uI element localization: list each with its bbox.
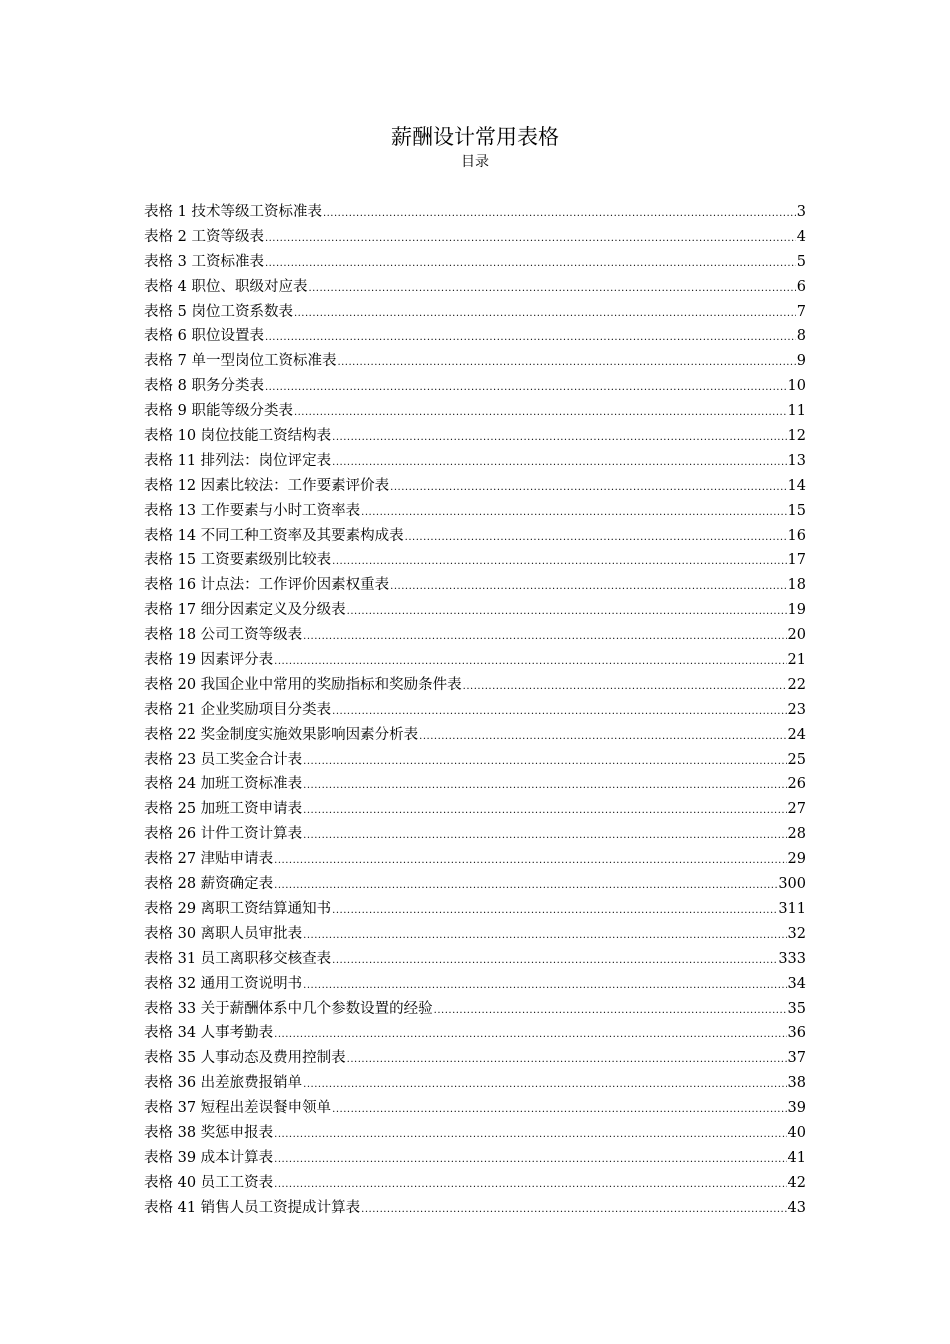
- toc-entry-label: 表格 40 员工工资表: [144, 1174, 274, 1191]
- toc-entry-label: 表格 20 我国企业中常用的奖励指标和奖励条件表: [144, 676, 462, 693]
- toc-entry-page-number: 39: [787, 1100, 806, 1117]
- toc-dot-leader: [463, 675, 787, 700]
- toc-entry[interactable]: [144, 648, 806, 673]
- toc-entry-label: 表格 9 职能等级分类表: [144, 403, 293, 420]
- toc-entry[interactable]: [144, 225, 806, 250]
- toc-entry[interactable]: [144, 499, 806, 524]
- toc-entry[interactable]: [144, 972, 806, 997]
- toc-entry-page-number: 37: [787, 1050, 806, 1067]
- toc-entry-label: 表格 37 短程出差误餐申领单: [144, 1100, 332, 1117]
- toc-entry-label: 表格 15 工资要素级别比较表: [144, 552, 332, 569]
- toc-dot-leader: [274, 1023, 786, 1048]
- toc-entry-label: 表格 24 加班工资标准表: [144, 776, 303, 793]
- toc-entry[interactable]: [144, 399, 806, 424]
- toc-entry[interactable]: [144, 250, 806, 275]
- toc-entry-label: 表格 3 工资标准表: [144, 253, 264, 270]
- toc-entry-label: 表格 39 成本计算表: [144, 1149, 274, 1166]
- toc-entry-label: 表格 23 员工奖金合计表: [144, 751, 303, 768]
- toc-entry-label: 表格 2 工资等级表: [144, 228, 264, 245]
- toc-dot-leader: [405, 526, 787, 551]
- toc-entry[interactable]: [144, 474, 806, 499]
- toc-entry-label: 表格 12 因素比较法：工作要素评价表: [144, 477, 390, 494]
- toc-entry[interactable]: [144, 947, 806, 972]
- toc-entry[interactable]: [144, 748, 806, 773]
- toc-entry-page-number: 25: [787, 751, 806, 768]
- toc-entry-label: 表格 34 人事考勤表: [144, 1025, 274, 1042]
- toc-entry[interactable]: [144, 623, 806, 648]
- toc-entry[interactable]: [144, 1096, 806, 1121]
- toc-entry-page-number: 5: [796, 253, 806, 270]
- toc-dot-leader: [337, 351, 795, 376]
- toc-entry-page-number: 12: [787, 428, 806, 445]
- toc-entry-label: 表格 18 公司工资等级表: [144, 627, 303, 644]
- toc-entry-page-number: 17: [787, 552, 806, 569]
- toc-entry-page-number: 35: [787, 1000, 806, 1017]
- toc-dot-leader: [294, 302, 796, 327]
- toc-entry-page-number: 32: [787, 925, 806, 942]
- toc-entry-page-number: 300: [778, 876, 806, 893]
- toc-entry-label: 表格 41 销售人员工资提成计算表: [144, 1199, 361, 1216]
- toc-entry[interactable]: [144, 324, 806, 349]
- document-title: 薪酬设计常用表格: [391, 125, 559, 149]
- toc-entry[interactable]: [144, 275, 806, 300]
- toc-dot-leader: [332, 550, 786, 575]
- toc-entry-label: 表格 4 职位、职级对应表: [144, 278, 308, 295]
- toc-dot-leader: [274, 874, 777, 899]
- toc-dot-leader: [323, 202, 796, 227]
- toc-entry-page-number: 8: [796, 328, 806, 345]
- toc-dot-leader: [274, 1173, 786, 1198]
- toc-dot-leader: [308, 277, 795, 302]
- toc-entry-label: 表格 21 企业奖励项目分类表: [144, 701, 332, 718]
- toc-entry-label: 表格 28 薪资确定表: [144, 876, 274, 893]
- toc-entry[interactable]: [144, 1046, 806, 1071]
- toc-entry-page-number: 9: [796, 353, 806, 370]
- toc-entry-label: 表格 27 津贴申请表: [144, 851, 274, 868]
- toc-entry-label: 表格 35 人事动态及费用控制表: [144, 1050, 346, 1067]
- toc-dot-leader: [361, 501, 786, 526]
- toc-entry-label: 表格 26 计件工资计算表: [144, 826, 303, 843]
- toc-entry-page-number: 24: [787, 726, 806, 743]
- toc-entry-page-number: 27: [787, 801, 806, 818]
- toc-entry-page-number: 14: [787, 477, 806, 494]
- toc-entry-label: 表格 19 因素评分表: [144, 652, 274, 669]
- toc-entry-label: 表格 30 离职人员审批表: [144, 925, 303, 942]
- toc-entry-page-number: 20: [787, 627, 806, 644]
- toc-entry[interactable]: [144, 548, 806, 573]
- toc-dot-leader: [274, 650, 786, 675]
- toc-entry[interactable]: [144, 424, 806, 449]
- toc-entry[interactable]: [144, 797, 806, 822]
- toc-entry[interactable]: [144, 1146, 806, 1171]
- toc-entry[interactable]: [144, 1121, 806, 1146]
- toc-entry[interactable]: [144, 922, 806, 947]
- toc-entry[interactable]: [144, 1196, 806, 1221]
- toc-dot-leader: [303, 799, 786, 824]
- toc-entry-page-number: 19: [787, 602, 806, 619]
- toc-entry-page-number: 6: [796, 278, 806, 295]
- toc-dot-leader: [303, 625, 786, 650]
- toc-entry-page-number: 11: [787, 403, 806, 420]
- toc-heading: 目录: [461, 154, 489, 170]
- toc-entry-label: 表格 33 关于薪酬体系中几个参数设置的经验: [144, 1000, 433, 1017]
- toc-entry[interactable]: [144, 772, 806, 797]
- toc-dot-leader: [303, 774, 786, 799]
- toc-dot-leader: [361, 1198, 786, 1223]
- toc-entry-page-number: 10: [787, 378, 806, 395]
- toc-dot-leader: [347, 1048, 787, 1073]
- toc-entry-page-number: 311: [778, 900, 806, 917]
- toc-entry-page-number: 34: [787, 975, 806, 992]
- toc-entry[interactable]: [144, 524, 806, 549]
- toc-entry-label: 表格 6 职位设置表: [144, 328, 264, 345]
- toc-entry-page-number: 41: [787, 1149, 806, 1166]
- toc-entry[interactable]: [144, 573, 806, 598]
- toc-entry-page-number: 23: [787, 701, 806, 718]
- toc-entry-page-number: 333: [778, 950, 806, 967]
- toc-dot-leader: [303, 974, 786, 999]
- toc-dot-leader: [390, 476, 786, 501]
- toc-entry-page-number: 18: [787, 577, 806, 594]
- toc-entry-page-number: 7: [796, 303, 806, 320]
- toc-entry[interactable]: [144, 723, 806, 748]
- toc-dot-leader: [274, 1123, 786, 1148]
- toc-entry[interactable]: [144, 698, 806, 723]
- toc-entry[interactable]: [144, 897, 806, 922]
- toc-entry-page-number: 29: [787, 851, 806, 868]
- toc-entry[interactable]: [144, 997, 806, 1022]
- toc-dot-leader: [274, 1148, 786, 1173]
- toc-entry[interactable]: [144, 872, 806, 897]
- toc-entry-page-number: 3: [796, 204, 806, 220]
- toc-entry-page-number: 15: [787, 502, 806, 519]
- toc-entry[interactable]: [144, 598, 806, 623]
- toc-dot-leader: [265, 326, 796, 351]
- toc-entry-label: 表格 13 工作要素与小时工资率表: [144, 502, 361, 519]
- toc-dot-leader: [265, 376, 787, 401]
- toc-dot-leader: [274, 849, 786, 874]
- toc-entry[interactable]: [144, 847, 806, 872]
- toc-entry-page-number: 43: [787, 1199, 806, 1216]
- toc-entry-page-number: 42: [787, 1174, 806, 1191]
- toc-entry[interactable]: [144, 822, 806, 847]
- toc-entry-label: 表格 8 职务分类表: [144, 378, 264, 395]
- toc-entry-page-number: 38: [787, 1075, 806, 1092]
- toc-entry-label: 表格 17 细分因素定义及分级表: [144, 602, 346, 619]
- toc-dot-leader: [332, 949, 777, 974]
- toc-entry[interactable]: [144, 300, 806, 325]
- toc-entry-label: 表格 10 岗位技能工资结构表: [144, 428, 332, 445]
- toc-entry[interactable]: [144, 673, 806, 698]
- toc-dot-leader: [347, 600, 787, 625]
- toc-dot-leader: [303, 824, 786, 849]
- toc-entry-label: 表格 14 不同工种工资率及其要素构成表: [144, 527, 404, 544]
- toc-entry-label: 表格 29 离职工资结算通知书: [144, 900, 332, 917]
- toc-dot-leader: [303, 924, 786, 949]
- toc-dot-leader: [294, 401, 787, 426]
- toc-entry-label: 表格 22 奖金制度实施效果影响因素分析表: [144, 726, 419, 743]
- toc-entry-label: 表格 38 奖惩申报表: [144, 1124, 274, 1141]
- toc-entry-label: 表格 16 计点法：工作评价因素权重表: [144, 577, 390, 594]
- toc-dot-leader: [332, 1098, 786, 1123]
- toc-dot-leader: [419, 725, 786, 750]
- toc-entry[interactable]: [144, 349, 806, 374]
- toc-entry-label: 表格 31 员工离职移交核查表: [144, 950, 332, 967]
- toc-entry-page-number: 26: [787, 776, 806, 793]
- toc-entry[interactable]: [144, 200, 806, 225]
- toc-entry[interactable]: [144, 1071, 806, 1096]
- toc-entry[interactable]: [144, 1021, 806, 1046]
- toc-entry-label: 表格 5 岗位工资系数表: [144, 303, 293, 320]
- toc-entry-label: 表格 11 排列法：岗位评定表: [144, 452, 332, 469]
- toc-entry-page-number: 16: [787, 527, 806, 544]
- toc-dot-leader: [332, 426, 786, 451]
- toc-dot-leader: [332, 899, 777, 924]
- toc-dot-leader: [332, 700, 786, 725]
- toc-entry-page-number: 13: [787, 452, 806, 469]
- toc-entry-label: 表格 25 加班工资申请表: [144, 801, 303, 818]
- toc-dot-leader: [332, 451, 786, 476]
- toc-entry[interactable]: [144, 374, 806, 399]
- toc-entry-page-number: 22: [787, 676, 806, 693]
- toc-dot-leader: [265, 252, 796, 277]
- toc-dot-leader: [390, 575, 786, 600]
- toc-entry-page-number: 28: [787, 826, 806, 843]
- toc-entry-label: 表格 1 技术等级工资标准表: [144, 204, 322, 220]
- toc-entry-page-number: 21: [787, 652, 806, 669]
- toc-entry[interactable]: [144, 449, 806, 474]
- toc-entry-label: 表格 36 出差旅费报销单: [144, 1075, 303, 1092]
- toc-entry-page-number: 4: [796, 228, 806, 245]
- toc-dot-leader: [265, 227, 796, 252]
- toc-entry-page-number: 40: [787, 1124, 806, 1141]
- toc-entry-label: 表格 7 单一型岗位工资标准表: [144, 353, 337, 370]
- table-of-contents: [144, 200, 806, 1221]
- toc-dot-leader: [434, 999, 787, 1024]
- toc-dot-leader: [303, 1073, 786, 1098]
- toc-entry-page-number: 36: [787, 1025, 806, 1042]
- toc-entry[interactable]: [144, 1171, 806, 1196]
- toc-dot-leader: [303, 750, 786, 775]
- toc-entry-label: 表格 32 通用工资说明书: [144, 975, 303, 992]
